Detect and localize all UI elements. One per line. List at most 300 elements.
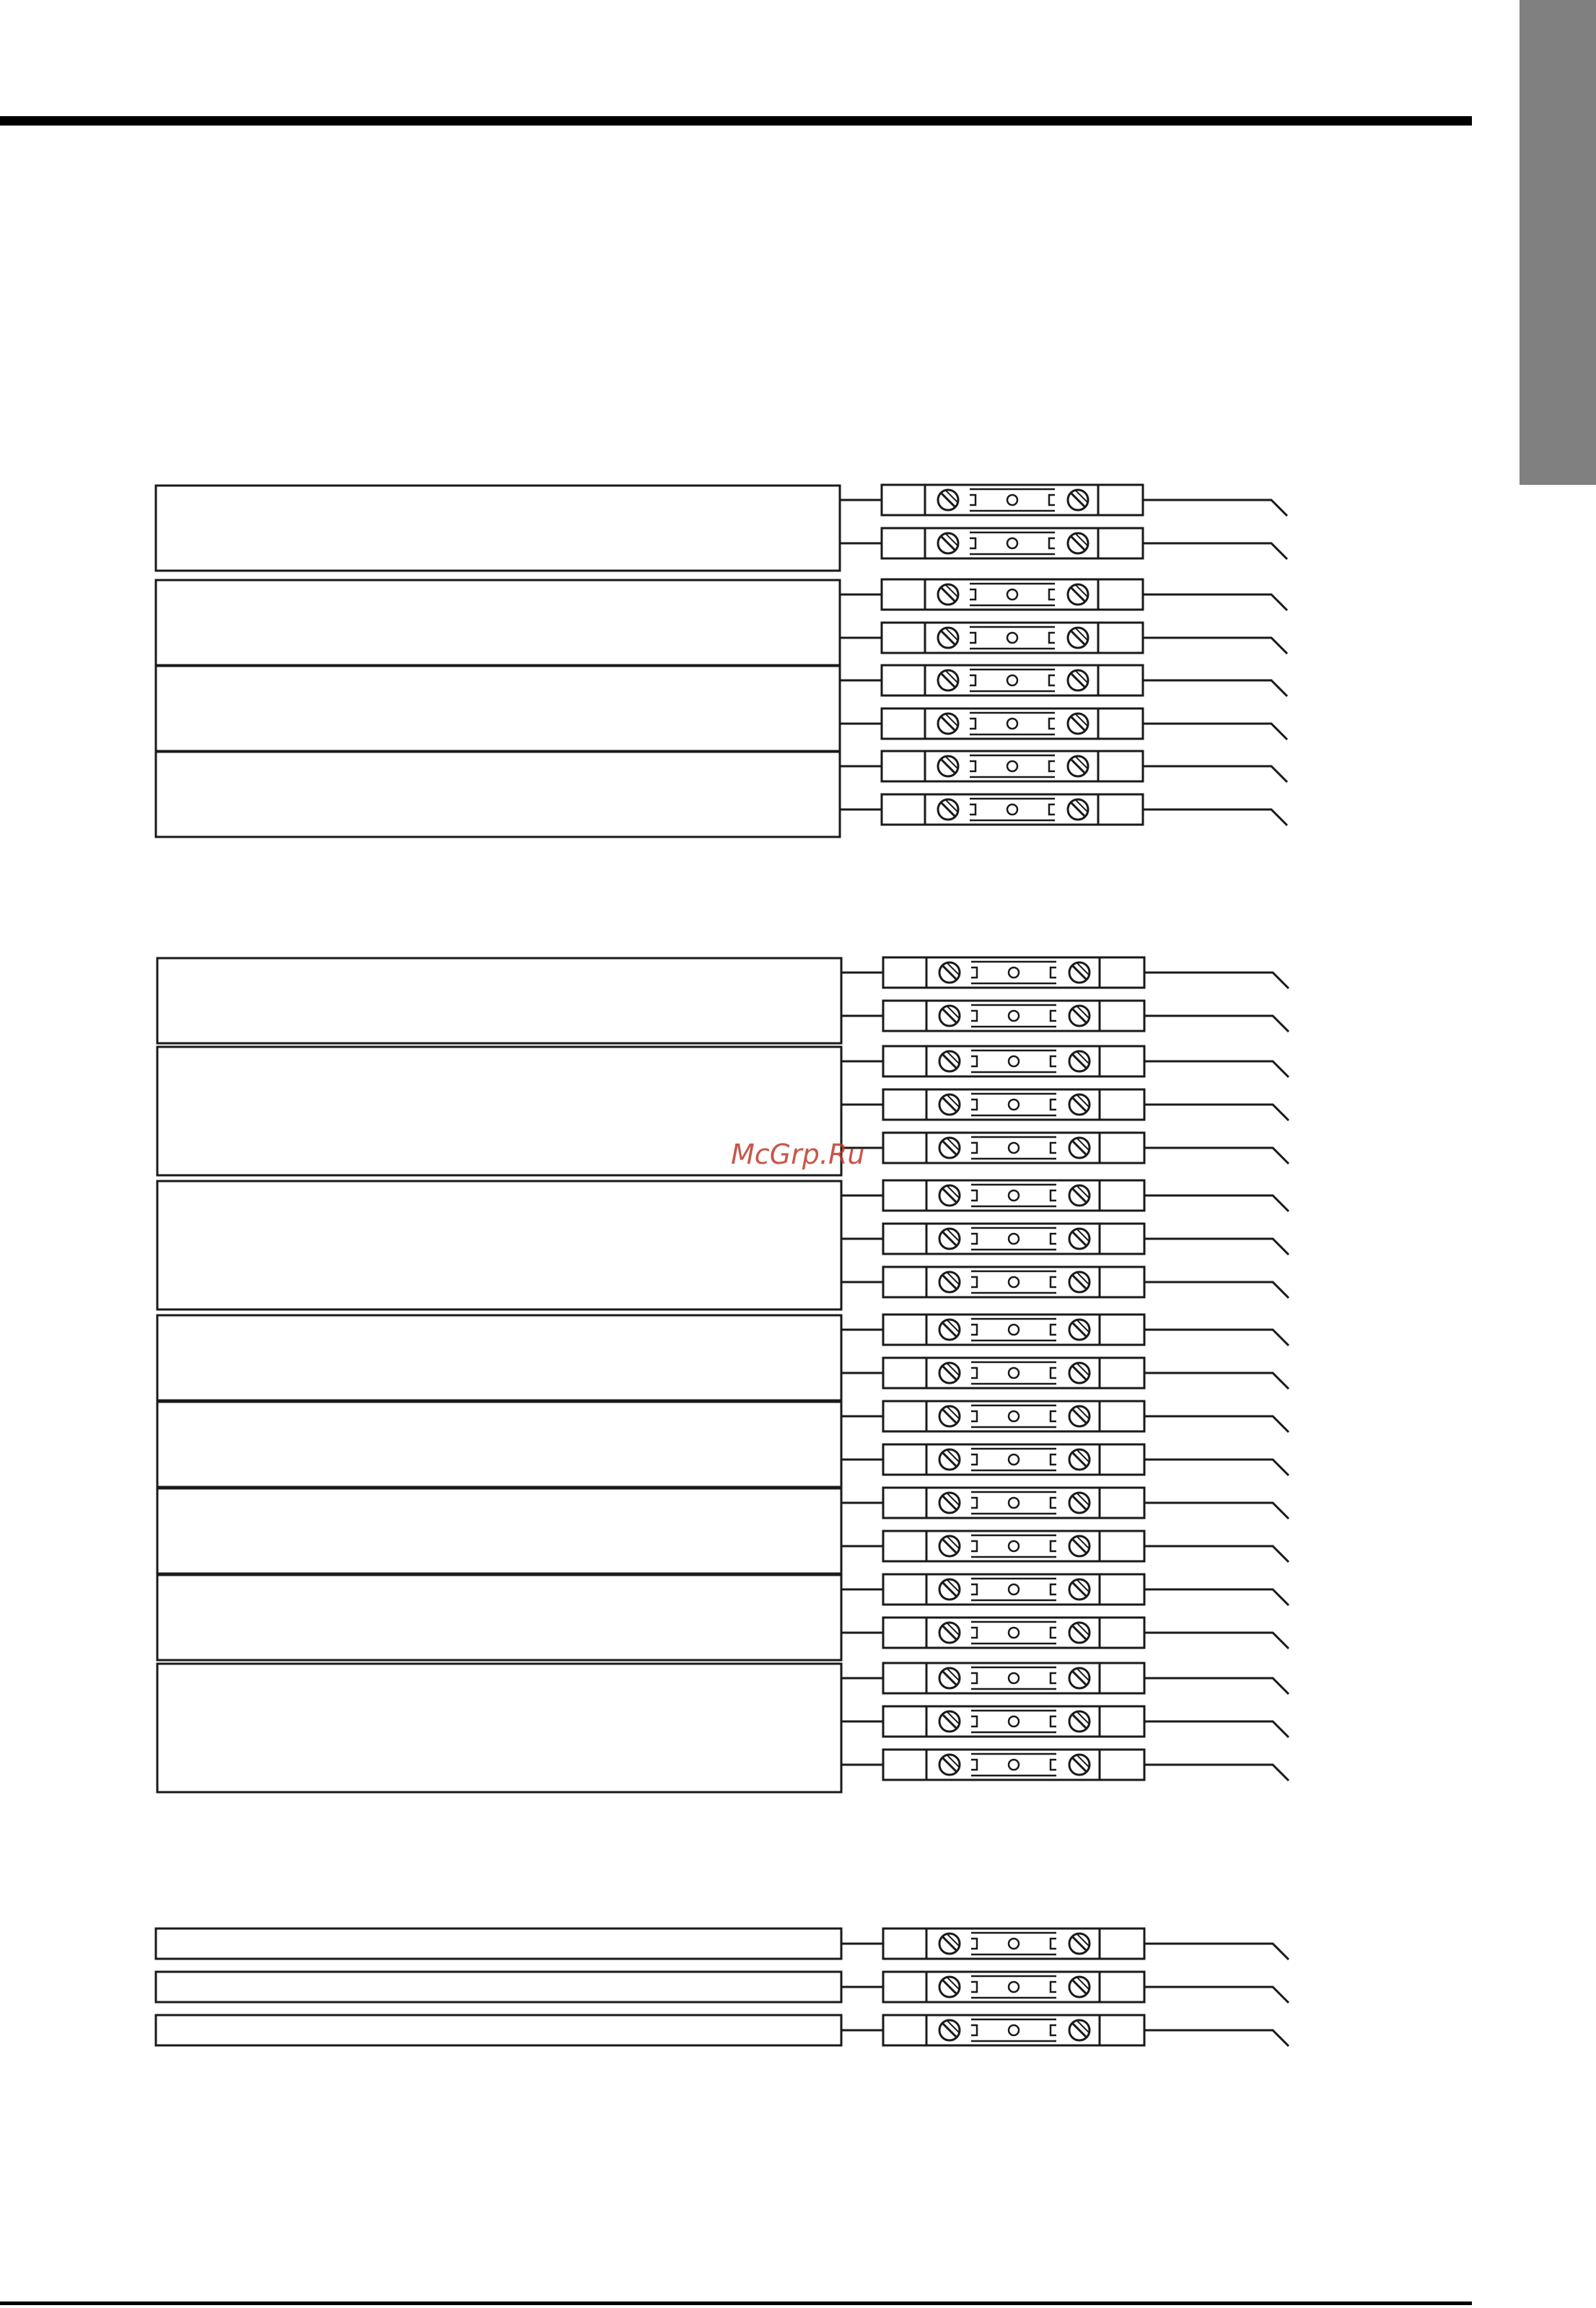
screw-slot — [947, 1668, 960, 1681]
screw-slot — [1077, 1363, 1089, 1376]
screw-slot — [1077, 1051, 1089, 1064]
screw-slot — [1075, 670, 1088, 683]
clamp-right — [1049, 589, 1055, 600]
terminal-block — [883, 1180, 1289, 1211]
label-group — [156, 485, 1287, 571]
screw-slot — [942, 1452, 957, 1467]
clamp-right — [1051, 1277, 1056, 1287]
screw-slot — [947, 1185, 960, 1198]
clamp-right — [1051, 1325, 1056, 1335]
screw-slot — [1072, 1758, 1087, 1772]
output-wire — [1144, 1546, 1289, 1562]
label-group — [156, 751, 1287, 837]
screw-slot — [942, 1980, 957, 1994]
clamp-right — [1051, 1498, 1056, 1508]
terminal-block — [883, 1133, 1289, 1164]
clamp-right — [1051, 1760, 1056, 1770]
screw-slot — [947, 2020, 960, 2033]
screw-slot — [1072, 1496, 1087, 1510]
clamp-hole — [1009, 1541, 1019, 1551]
label-group — [157, 1180, 1289, 1309]
label-group — [157, 1574, 1289, 1660]
output-wire — [1143, 809, 1287, 825]
label-box — [156, 666, 840, 751]
screw-slot — [1072, 1582, 1087, 1597]
output-wire — [1144, 1195, 1289, 1211]
output-wire — [1143, 766, 1287, 782]
clamp-left — [971, 2025, 977, 2035]
clamp-left — [971, 1541, 977, 1551]
clamp-right — [1049, 538, 1055, 548]
screw-slot — [1077, 1755, 1089, 1768]
screw-slot — [947, 1977, 960, 1990]
clamp-hole — [1009, 1277, 1019, 1287]
output-wire — [1144, 1148, 1289, 1164]
label-box — [156, 580, 840, 665]
screw-slot — [942, 1141, 957, 1155]
screw-slot — [1077, 1185, 1089, 1198]
clamp-right — [1051, 1939, 1056, 1949]
screw-slot — [1077, 1229, 1089, 1242]
screw-slot — [941, 631, 955, 645]
clamp-hole — [1009, 1498, 1019, 1508]
terminal-block — [883, 1972, 1289, 2003]
output-wire — [1144, 1373, 1289, 1389]
terminal-block — [883, 1574, 1289, 1605]
screw-slot — [942, 1188, 957, 1203]
screw-slot — [947, 1449, 960, 1462]
label-group — [156, 2015, 1289, 2046]
clamp-hole — [1007, 719, 1017, 729]
screw-slot — [1072, 1409, 1087, 1423]
screw-slot — [1072, 1009, 1087, 1023]
clamp-hole — [1009, 1454, 1019, 1465]
screw-slot — [942, 1009, 957, 1023]
screw-slot — [942, 1582, 957, 1597]
clamp-left — [970, 589, 975, 600]
clamp-right — [1049, 675, 1055, 685]
clamp-left — [971, 1411, 977, 1421]
clamp-hole — [1009, 1143, 1019, 1153]
clamp-left — [970, 804, 975, 815]
screw-slot — [1075, 799, 1088, 812]
label-box — [157, 1575, 841, 1660]
screw-slot — [1075, 533, 1088, 546]
clamp-left — [970, 538, 975, 548]
terminal-block — [883, 1401, 1289, 1432]
screw-slot — [942, 1758, 957, 1772]
screw-slot — [942, 1625, 957, 1640]
clamp-left — [971, 1056, 977, 1066]
clamp-left — [971, 1939, 977, 1949]
screw-slot — [1072, 1188, 1087, 1203]
clamp-hole — [1007, 495, 1017, 505]
screw-slot — [945, 714, 958, 727]
clamp-hole — [1009, 1011, 1019, 1021]
clamp-hole — [1009, 1325, 1019, 1335]
terminal-block — [883, 1531, 1289, 1562]
clamp-hole — [1009, 1673, 1019, 1683]
clamp-left — [971, 1628, 977, 1638]
label-box — [157, 958, 841, 1043]
label-box — [157, 1402, 841, 1487]
screw-slot — [941, 802, 955, 817]
clamp-hole — [1009, 1982, 1019, 1992]
output-wire — [1143, 500, 1287, 516]
clamp-left — [971, 1143, 977, 1153]
screw-slot — [1072, 1275, 1087, 1289]
clamp-left — [971, 1277, 977, 1287]
output-wire — [1144, 1239, 1289, 1255]
terminal-block — [883, 1750, 1289, 1781]
screw-slot — [1075, 714, 1088, 727]
screw-slot — [942, 1496, 957, 1510]
screw-slot — [1077, 1623, 1089, 1636]
screw-slot — [1077, 1272, 1089, 1285]
label-group — [156, 579, 1287, 665]
screw-slot — [1071, 493, 1085, 507]
screw-slot — [1077, 962, 1089, 975]
screw-slot — [941, 716, 955, 731]
output-wire — [1143, 638, 1287, 654]
clamp-hole — [1007, 633, 1017, 643]
screw-slot — [1077, 1668, 1089, 1681]
clamp-right — [1051, 1234, 1056, 1244]
screw-slot — [1071, 587, 1085, 602]
screw-slot — [942, 1539, 957, 1553]
clamp-hole — [1009, 1939, 1019, 1949]
screw-slot — [1072, 1671, 1087, 1685]
screw-slot — [942, 1097, 957, 1112]
output-wire — [1143, 594, 1287, 610]
screw-slot — [1077, 1094, 1089, 1107]
clamp-right — [1051, 1584, 1056, 1594]
screw-slot — [1072, 1936, 1087, 1951]
output-wire — [1144, 1944, 1289, 1960]
screw-slot — [942, 1671, 957, 1685]
clamp-left — [971, 1454, 977, 1465]
clamp-right — [1051, 1982, 1056, 1992]
clamp-left — [971, 1584, 977, 1594]
screw-slot — [947, 1755, 960, 1768]
screw-slot — [942, 1714, 957, 1729]
output-wire — [1144, 1460, 1289, 1475]
screw-slot — [1072, 1714, 1087, 1729]
screw-slot — [945, 628, 958, 641]
screw-slot — [1077, 1934, 1089, 1947]
clamp-right — [1049, 719, 1055, 729]
clamp-right — [1051, 1541, 1056, 1551]
clamp-hole — [1007, 804, 1017, 815]
clamp-right — [1049, 804, 1055, 815]
label-box — [156, 1929, 841, 1959]
screw-slot — [941, 536, 955, 550]
clamp-right — [1051, 1143, 1056, 1153]
screw-slot — [1072, 1539, 1087, 1553]
output-wire — [1144, 1765, 1289, 1781]
label-box — [157, 1315, 841, 1400]
output-wire — [1144, 1330, 1289, 1346]
clamp-right — [1051, 1673, 1056, 1683]
clamp-right — [1051, 1411, 1056, 1421]
screw-slot — [947, 1406, 960, 1419]
screw-slot — [1071, 673, 1085, 688]
screw-slot — [947, 1536, 960, 1549]
screw-slot — [1077, 1006, 1089, 1019]
clamp-hole — [1009, 1760, 1019, 1770]
screw-slot — [1075, 756, 1088, 769]
output-wire — [1144, 1503, 1289, 1519]
screw-slot — [945, 799, 958, 812]
output-wire — [1144, 1589, 1289, 1605]
label-group — [156, 1972, 1289, 2003]
label-group — [156, 1929, 1289, 1960]
screw-slot — [1072, 1054, 1087, 1069]
screw-slot — [1071, 759, 1085, 773]
clamp-hole — [1009, 1716, 1019, 1726]
screw-slot — [941, 587, 955, 602]
clamp-left — [970, 761, 975, 771]
screw-slot — [1077, 1320, 1089, 1333]
output-wire — [1143, 724, 1287, 740]
clamp-right — [1051, 1454, 1056, 1465]
watermark: McGrp.Ru — [731, 1138, 865, 1170]
clamp-hole — [1009, 1368, 1019, 1378]
clamp-hole — [1009, 2025, 1019, 2035]
screw-slot — [1077, 1977, 1089, 1990]
label-group — [157, 1315, 1289, 1400]
screw-slot — [942, 1232, 957, 1246]
screw-slot — [1075, 584, 1088, 597]
output-wire — [1144, 1282, 1289, 1298]
screw-slot — [1072, 1141, 1087, 1155]
clamp-left — [971, 1760, 977, 1770]
clamp-right — [1051, 1190, 1056, 1201]
screw-slot — [947, 1138, 960, 1151]
screw-slot — [942, 1275, 957, 1289]
clamp-left — [971, 1011, 977, 1021]
screw-slot — [1071, 716, 1085, 731]
terminal-block — [883, 1618, 1289, 1649]
clamp-left — [971, 1498, 977, 1508]
screw-slot — [942, 1322, 957, 1337]
screw-slot — [1072, 1452, 1087, 1467]
screw-slot — [1072, 1097, 1087, 1112]
screw-slot — [1072, 1980, 1087, 1994]
clamp-left — [971, 1368, 977, 1378]
screw-slot — [945, 584, 958, 597]
screw-slot — [942, 1366, 957, 1380]
screw-slot — [942, 1936, 957, 1951]
bottom-rule — [0, 2302, 1472, 2305]
clamp-right — [1051, 1368, 1056, 1378]
clamp-left — [970, 495, 975, 505]
clamp-hole — [1009, 1056, 1019, 1066]
screw-slot — [947, 1579, 960, 1592]
terminal-blocks — [156, 485, 1289, 2046]
clamp-left — [970, 719, 975, 729]
clamp-hole — [1007, 761, 1017, 771]
clamp-hole — [1007, 675, 1017, 685]
terminal-block — [882, 665, 1287, 696]
screw-slot — [941, 493, 955, 507]
screw-slot — [1077, 1711, 1089, 1724]
screw-slot — [942, 2023, 957, 2037]
screw-slot — [1072, 1232, 1087, 1246]
clamp-right — [1051, 1056, 1056, 1066]
clamp-hole — [1009, 1100, 1019, 1110]
clamp-hole — [1007, 538, 1017, 548]
clamp-hole — [1009, 1584, 1019, 1594]
screw-slot — [941, 759, 955, 773]
clamp-right — [1049, 633, 1055, 643]
clamp-right — [1051, 1628, 1056, 1638]
terminal-block — [883, 1444, 1289, 1475]
terminal-block — [883, 1358, 1289, 1389]
label-box — [156, 752, 840, 837]
screw-slot — [941, 673, 955, 688]
terminal-block — [882, 579, 1287, 610]
screw-slot — [947, 1934, 960, 1947]
output-wire — [1144, 1105, 1289, 1120]
screw-slot — [1072, 2023, 1087, 2037]
clamp-left — [971, 967, 977, 978]
terminal-block — [883, 1488, 1289, 1519]
clamp-right — [1051, 1100, 1056, 1110]
label-group — [157, 957, 1289, 1043]
output-wire — [1144, 1416, 1289, 1432]
screw-slot — [947, 1272, 960, 1285]
terminal-block — [883, 957, 1289, 988]
screw-slot — [1071, 631, 1085, 645]
terminal-block — [882, 708, 1287, 740]
screw-slot — [947, 1320, 960, 1333]
output-wire — [1144, 1678, 1289, 1694]
screw-slot — [1077, 2020, 1089, 2033]
clamp-right — [1049, 495, 1055, 505]
screw-slot — [1077, 1138, 1089, 1151]
terminal-block — [882, 528, 1287, 559]
label-group — [157, 1488, 1289, 1574]
screw-slot — [942, 1409, 957, 1423]
screw-slot — [1072, 1322, 1087, 1337]
clamp-left — [970, 675, 975, 685]
output-wire — [1144, 1721, 1289, 1737]
terminal-block — [883, 1663, 1289, 1694]
screw-slot — [947, 1493, 960, 1506]
label-group — [156, 665, 1287, 751]
output-wire — [1144, 1987, 1289, 2003]
terminal-block — [883, 1046, 1289, 1077]
label-box — [156, 1972, 841, 2002]
output-wire — [1144, 1633, 1289, 1649]
screw-slot — [1077, 1449, 1089, 1462]
terminal-block — [883, 1315, 1289, 1346]
label-group — [157, 1401, 1289, 1487]
output-wire — [1144, 973, 1289, 988]
terminal-block — [883, 2015, 1289, 2046]
label-box — [156, 486, 840, 571]
terminal-block — [883, 1267, 1289, 1298]
screw-slot — [947, 1051, 960, 1064]
screw-slot — [1077, 1493, 1089, 1506]
screw-slot — [1072, 1625, 1087, 1640]
screw-slot — [1072, 1366, 1087, 1380]
label-box — [157, 1488, 841, 1574]
terminal-block — [882, 794, 1287, 825]
clamp-right — [1051, 967, 1056, 978]
screw-slot — [945, 490, 958, 503]
label-box — [156, 2015, 841, 2045]
clamp-left — [971, 1716, 977, 1726]
screw-slot — [1077, 1406, 1089, 1419]
terminal-block — [883, 1706, 1289, 1737]
clamp-hole — [1007, 589, 1017, 600]
terminal-block — [882, 623, 1287, 654]
screw-slot — [1075, 628, 1088, 641]
section-2 — [157, 957, 1289, 1792]
screw-slot — [947, 962, 960, 975]
screw-slot — [947, 1006, 960, 1019]
screw-slot — [945, 670, 958, 683]
terminal-block — [883, 1089, 1289, 1120]
clamp-left — [971, 1190, 977, 1201]
section-3 — [156, 1929, 1289, 2046]
side-tab — [1520, 0, 1596, 485]
clamp-right — [1051, 2025, 1056, 2035]
clamp-left — [971, 1982, 977, 1992]
top-rule — [0, 116, 1472, 126]
screw-slot — [947, 1711, 960, 1724]
screw-slot — [1072, 965, 1087, 980]
label-box — [157, 1664, 841, 1792]
screw-slot — [1071, 536, 1085, 550]
terminal-block — [883, 1929, 1289, 1960]
output-wire — [1144, 1061, 1289, 1077]
output-wire — [1143, 543, 1287, 559]
clamp-left — [971, 1325, 977, 1335]
clamp-hole — [1009, 1411, 1019, 1421]
clamp-hole — [1009, 1190, 1019, 1201]
screw-slot — [942, 965, 957, 980]
screw-slot — [947, 1363, 960, 1376]
label-group — [157, 1046, 1289, 1175]
clamp-left — [970, 633, 975, 643]
clamp-right — [1051, 1716, 1056, 1726]
output-wire — [1144, 1016, 1289, 1032]
clamp-left — [971, 1673, 977, 1683]
terminal-block — [882, 485, 1287, 516]
clamp-right — [1049, 761, 1055, 771]
screw-slot — [947, 1229, 960, 1242]
section-1 — [156, 485, 1287, 837]
screw-slot — [1077, 1579, 1089, 1592]
screw-slot — [945, 756, 958, 769]
clamp-hole — [1009, 1234, 1019, 1244]
screw-slot — [1075, 490, 1088, 503]
terminal-block — [882, 751, 1287, 782]
label-group — [157, 1663, 1289, 1792]
screw-slot — [947, 1623, 960, 1636]
terminal-block — [883, 1224, 1289, 1255]
clamp-hole — [1009, 1628, 1019, 1638]
clamp-hole — [1009, 967, 1019, 978]
clamp-left — [971, 1100, 977, 1110]
screw-slot — [1071, 802, 1085, 817]
clamp-right — [1051, 1011, 1056, 1021]
output-wire — [1143, 680, 1287, 696]
clamp-left — [971, 1234, 977, 1244]
